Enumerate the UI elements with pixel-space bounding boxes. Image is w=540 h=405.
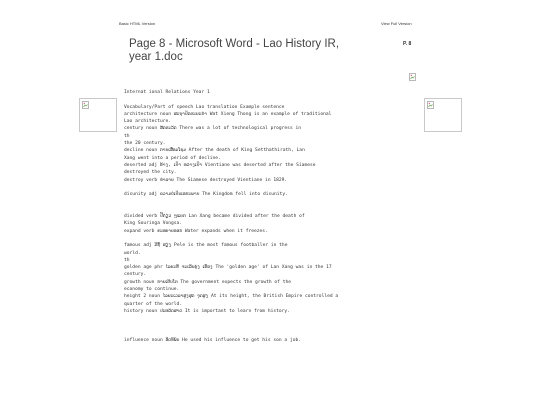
document-line: century. xyxy=(124,272,147,278)
document-line xyxy=(124,323,414,330)
document-line xyxy=(124,184,414,191)
document-line xyxy=(124,315,414,322)
document-line: th xyxy=(124,257,130,263)
document-line: the 20 century. xyxy=(124,141,166,147)
view-full-version-link[interactable]: View Full Version xyxy=(381,21,412,26)
document-line: Internat ional Relations Year 1 xyxy=(124,90,210,95)
broken-image-icon xyxy=(409,73,417,81)
document-line: world. xyxy=(124,250,141,256)
document-line: destroy verb ທໍາລາຍ The Siamese destroyed Vientiane in 1829. xyxy=(124,177,288,183)
document-line: growth noun ການເຕີບໂຕ The government expects the growth of the xyxy=(124,279,292,285)
document-line: expand verb ຂະຫຍາຍອອກ Water expands when it freezes. xyxy=(124,228,268,234)
document-line xyxy=(124,330,414,337)
document-line: quarter of the world. xyxy=(124,301,183,307)
document-line: destroyed the city. xyxy=(124,170,177,176)
basic-html-version-link[interactable]: Basic HTML Version xyxy=(119,21,156,26)
document-line xyxy=(124,198,414,205)
document-body xyxy=(124,89,414,344)
document-line: famous adj ມີຊື່ ສຽງ Pele is the most famous footballer in the xyxy=(124,243,288,249)
document-line: height 2 noun ໄລຍະເວລາສູງສຸດ ຈຸດສູງ At its height, the British Empire controlled a xyxy=(124,294,339,300)
document-line: Xang went into a period of decline. xyxy=(124,155,221,161)
document-line: influence noun ອິດທິພົນ He used his influence to get his son a job. xyxy=(124,338,302,344)
document-line xyxy=(124,235,414,242)
page-title: Page 8 - Microsoft Word - Lao History IR, year 1.doc xyxy=(129,38,340,63)
page-number: P. 8 xyxy=(403,41,412,47)
document-line: disunity adj ຄວາມບໍ່ເປັນເອກະພາບ The Kingdom fell into disunity. xyxy=(124,192,288,198)
document-line xyxy=(124,206,414,213)
document-line: Lao architecture. xyxy=(124,119,172,125)
document-line: deserted adj ຮ້າງ, ເປົ່າ ຫວ່າງເປົ່າ Vientiane was deserted after the Siamese xyxy=(124,162,316,168)
document-line: century noun ສັດຕະວັດ There was a lot of technological progress in xyxy=(124,126,302,132)
document-line: golden age phr ໄລຍະທີ່ ຈະເລີນຮຸ່ງ ເຮືອງ The 'golden age' of Lan Xang was in the 17 xyxy=(124,265,332,271)
document-line: economy to continue. xyxy=(124,287,180,293)
document-line: King Souringa Vongsa. xyxy=(124,221,183,227)
document-line: th xyxy=(124,133,130,139)
document-line: history noun ປະຫວັດສາດ It is important to learn from history. xyxy=(124,308,290,314)
document-line: decline noun ການເສື່ອມໂຊມ After the death of King Setthathirath, Lan xyxy=(124,148,305,154)
document-line xyxy=(124,96,414,103)
broken-image-icon xyxy=(424,98,462,132)
document-line: Vocabulary/Part of speech Lao translation Example sentence xyxy=(124,104,285,110)
document-line: divided verb ປີ້ກ່ຽວ ໆແຍກ Lan Xang became divided after the death of xyxy=(124,214,305,220)
broken-image-icon xyxy=(79,98,117,132)
document-line: architecture noun ສະຖາປັດຕະຍະກຳ Wat Xieng Thong is an example of traditional xyxy=(124,111,332,117)
